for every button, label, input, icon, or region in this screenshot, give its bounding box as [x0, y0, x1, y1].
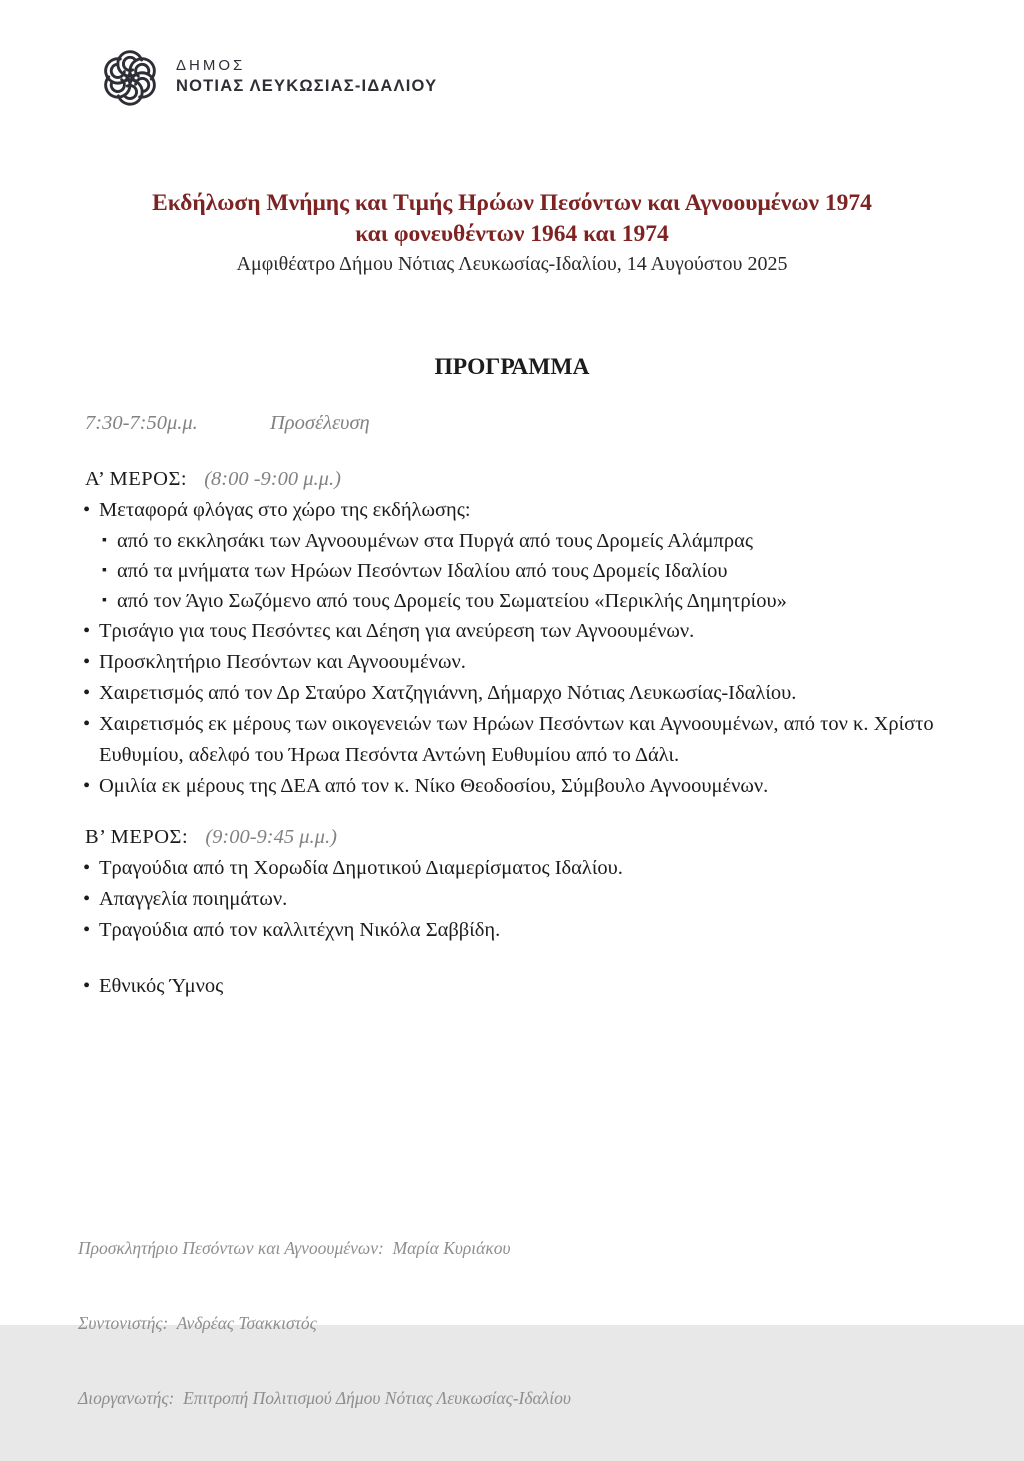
program-heading: ΠΡΟΓΡΑΜΜΑ: [434, 354, 590, 380]
list-item: • Χαιρετισμός εκ μέρους των οικογενειών των Ηρώων Πεσόντων και Αγνοουμένων, από τον κ. Χρίστο Ευθυμίου, αδελφό του Ήρωα Πεσόντα Αντώνη Ευθυμίου από το Δάλι.: [85, 709, 945, 771]
part-a-label: Α’ ΜΕΡΟΣ:: [85, 468, 188, 490]
list-item: • Ομιλία εκ μέρους της ΔΕΑ από τον κ. Νίκο Θεοδοσίου, Σύμβουλο Αγνοουμένων.: [85, 771, 945, 802]
logo-wordmark: [176, 58, 437, 95]
part-a-heading: [85, 464, 945, 495]
list-item: • Απαγγελία ποιημάτων.: [85, 884, 945, 915]
list-subitem: ▪ από τα μνήματα των Ηρώων Πεσόντων Ιδαλίου από τους Δρομείς Ιδαλίου: [105, 556, 945, 586]
list-item: • Τραγούδια από τη Χορωδία Δημοτικού Διαμερίσματος Ιδαλίου.: [85, 853, 945, 884]
pinwheel-logo-icon: [100, 46, 160, 108]
part-b-label: Β’ ΜΕΡΟΣ:: [85, 826, 189, 848]
arrival-line: [85, 408, 945, 439]
arrival-time: 7:30-7:50μ.μ.: [85, 412, 198, 434]
credit-line-organizer: Διοργανωτής: Επιτροπή Πολιτισμού Δήμου Νότιας Λευκωσίας-Ιδαλίου: [78, 1388, 571, 1408]
municipality-logo: [100, 46, 437, 108]
logo-line-municipality-name: ΝΟΤΙΑΣ ΛΕΥΚΩΣΙΑΣ-ΙΔΑΛΙΟΥ: [176, 77, 438, 96]
credits-footer: [78, 1186, 958, 1461]
logo-line-dimos: ΔΗΜΟΣ: [176, 57, 246, 75]
credit-line-roll-call: Προσκλητήριο Πεσόντων και Αγνοουμένων: Μαρία Κυριάκου: [78, 1238, 511, 1258]
list-item: • Τραγούδια από τον καλλιτέχνη Νικόλα Σαββίδη.: [85, 915, 945, 946]
list-subitem: ▪ από το εκκλησάκι των Αγνοουμένων στα Πυργά από τους Δρομείς Αλάμπρας: [105, 526, 945, 556]
list-item: • Προσκλητήριο Πεσόντων και Αγνοουμένων.: [85, 647, 945, 678]
part-b-time: (9:00-9:45 μ.μ.): [205, 826, 337, 848]
list-item: • Μεταφορά φλόγας στο χώρο της εκδήλωσης:: [85, 495, 945, 526]
event-title-line1: Εκδήλωση Μνήμης και Τιμής Ηρώων Πεσόντων και Αγνοουμένων 1974: [152, 190, 872, 216]
event-title-line2: και φονευθέντων 1964 και 1974: [355, 220, 669, 247]
list-item: • Χαιρετισμός από τον Δρ Σταύρο Χατζηγιάννη, Δήμαρχο Νότιας Λευκωσίας-Ιδαλίου.: [85, 678, 945, 709]
document-header: [0, 188, 1024, 278]
national-anthem-item: • Εθνικός Ύμνος: [85, 971, 945, 1002]
program-body: [85, 408, 945, 1002]
event-venue-date: Αμφιθέατρο Δήμου Νότιας Λευκωσίας-Ιδαλίου, 14 Αυγούστου 2025: [236, 253, 788, 276]
arrival-label: Προσέλευση: [270, 412, 370, 434]
part-b-heading: [85, 822, 945, 853]
list-item: • Τρισάγιο για τους Πεσόντες και Δέηση για ανεύρεση των Αγνοουμένων.: [85, 616, 945, 647]
part-a-time: (8:00 -9:00 μ.μ.): [204, 468, 341, 490]
credit-line-coordinator: Συντονιστής: Ανδρέας Τσακκιστός: [78, 1313, 317, 1333]
list-subitem: ▪ από τον Άγιο Σωζόμενο από τους Δρομείς του Σωματείου «Περικλής Δημητρίου»: [105, 586, 945, 616]
